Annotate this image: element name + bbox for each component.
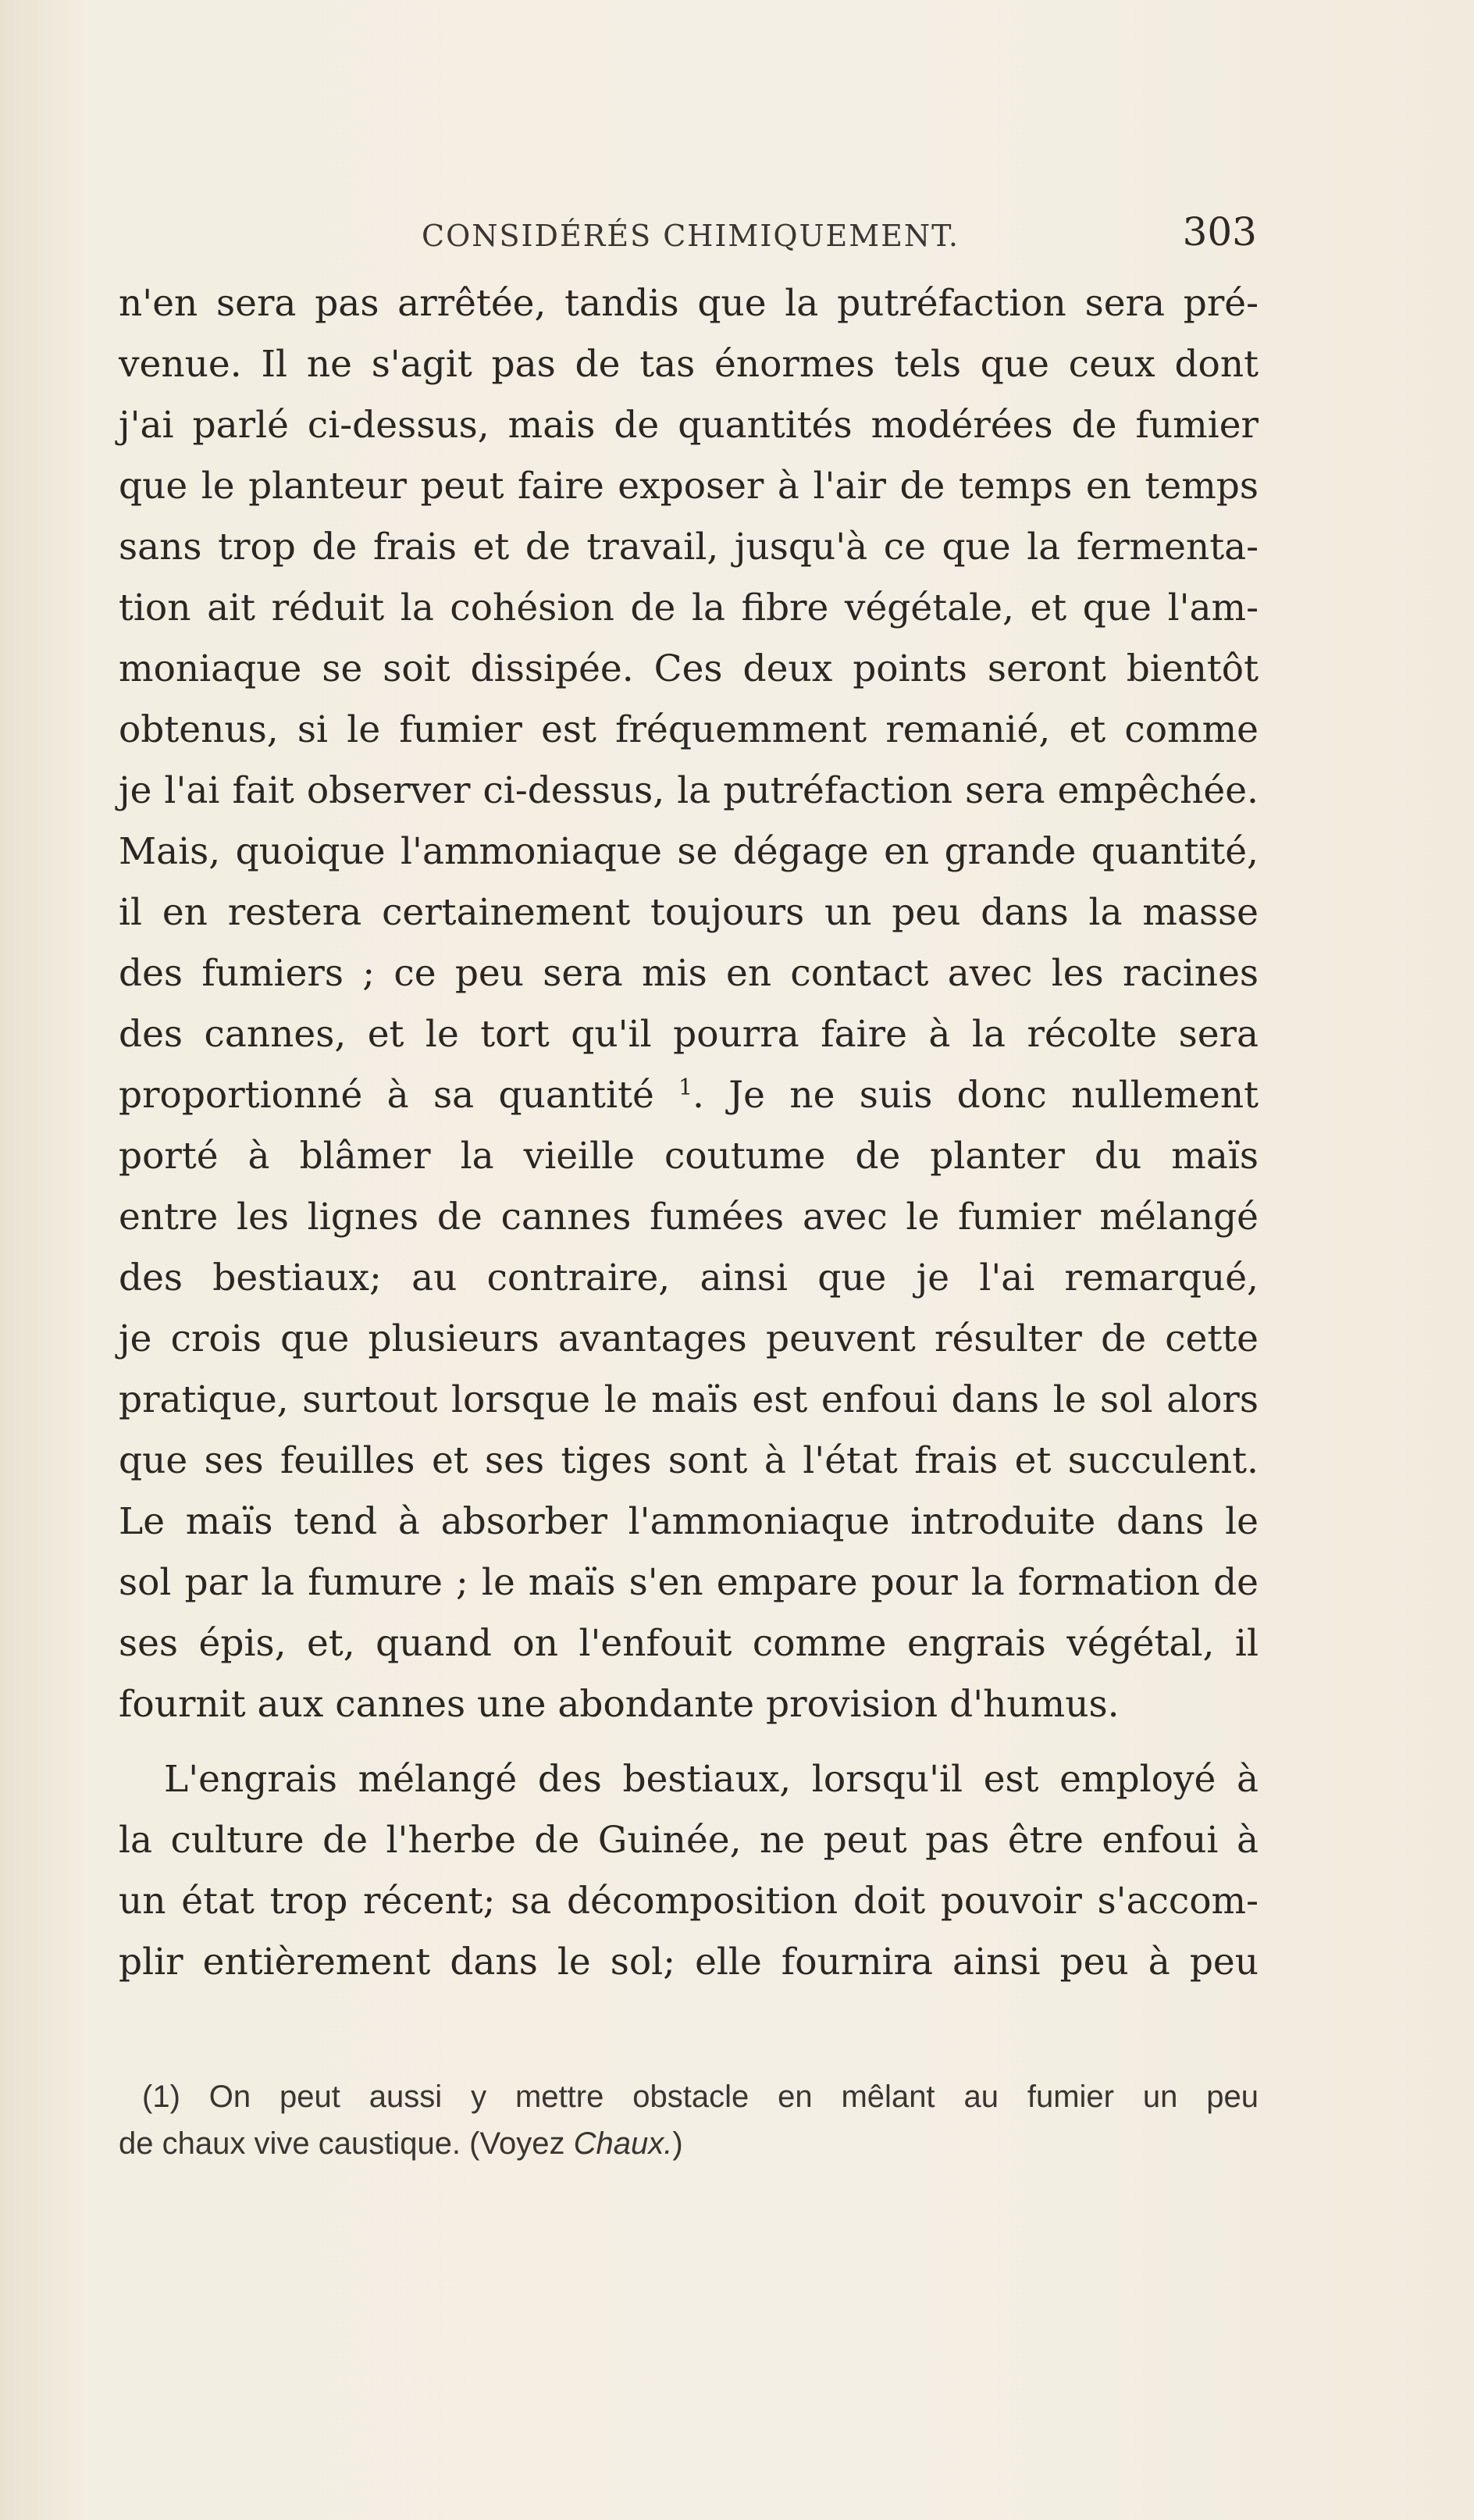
text-line: un état trop récent; sa décomposition doit pouvoir s'accom- bbox=[119, 1880, 1259, 1923]
text-line: des fumiers ; ce peu sera mis en contact avec les racines bbox=[119, 952, 1259, 995]
text-line: porté à blâmer la vieille coutume de planter du maïs bbox=[119, 1135, 1259, 1178]
text-segment: . Je ne suis donc nullement bbox=[692, 1074, 1259, 1117]
text-line: sans trop de frais et de travail, jusqu'à ce que la fermenta- bbox=[119, 526, 1259, 569]
text-line: la culture de l'herbe de Guinée, ne peut pas être enfoui à bbox=[119, 1819, 1259, 1862]
text-line: que ses feuilles et ses tiges sont à l'état frais et succulent. bbox=[119, 1439, 1259, 1482]
text-line: n'en sera pas arrêtée, tandis que la putréfaction sera pré- bbox=[119, 282, 1259, 325]
page-number: 303 bbox=[1182, 209, 1257, 255]
text-line-with-footnote-ref bbox=[119, 1065, 1259, 1126]
text-line: je l'ai fait observer ci-dessus, la putréfaction sera empêchée. bbox=[119, 769, 1259, 812]
footnote-line bbox=[119, 2120, 1259, 2167]
footnote-text: de chaux vive caustique. (Voyez bbox=[119, 2126, 574, 2161]
text-line: L'engrais mélangé des bestiaux, lorsqu'il est employé à bbox=[164, 1758, 1259, 1801]
footnote-text: ) bbox=[672, 2126, 683, 2161]
paragraph-gap bbox=[119, 1735, 1259, 1749]
text-line: fournit aux cannes une abondante provision d'humus. bbox=[119, 1683, 1120, 1726]
text-line: ses épis, et, quand on l'enfouit comme engrais végétal, il bbox=[119, 1622, 1259, 1665]
text-line: entre les lignes de cannes fumées avec le fumier mélangé bbox=[119, 1196, 1259, 1239]
text-line: des cannes, et le tort qu'il pourra faire à la récolte sera bbox=[119, 1013, 1259, 1056]
text-line: sol par la fumure ; le maïs s'en empare pour la formation de bbox=[119, 1561, 1259, 1604]
running-title: CONSIDÉRÉS CHIMIQUEMENT. bbox=[422, 219, 960, 253]
footnote-italic: Chaux. bbox=[573, 2126, 673, 2161]
footnote-line: (1) On peut aussi y mettre obstacle en mêlant au fumier un peu bbox=[142, 2080, 1259, 2114]
text-line: pratique, surtout lorsque le maïs est enfoui dans le sol alors bbox=[119, 1378, 1259, 1421]
text-line: des bestiaux; au contraire, ainsi que je l'ai remarqué, bbox=[119, 1256, 1259, 1299]
text-line: j'ai parlé ci-dessus, mais de quantités modérées de fumier bbox=[119, 404, 1259, 447]
text-line: obtenus, si le fumier est fréquemment remanié, et comme bbox=[119, 708, 1259, 751]
footnote-reference: 1 bbox=[678, 1074, 692, 1100]
body-text bbox=[119, 273, 1259, 1993]
text-line: moniaque se soit dissipée. Ces deux points seront bientôt bbox=[119, 647, 1259, 690]
text-line: tion ait réduit la cohésion de la fibre végétale, et que l'am- bbox=[119, 586, 1259, 629]
page-header bbox=[117, 209, 1257, 264]
text-line: plir entièrement dans le sol; elle fournira ainsi peu à peu bbox=[119, 1941, 1259, 1984]
footnote bbox=[119, 2073, 1259, 2167]
text-line: Le maïs tend à absorber l'ammoniaque introduite dans le bbox=[119, 1500, 1259, 1543]
text-line: Mais, quoique l'ammoniaque se dégage en grande quantité, bbox=[119, 830, 1259, 873]
text-segment: proportionné à sa quantité bbox=[119, 1074, 654, 1117]
text-line: venue. Il ne s'agit pas de tas énormes tels que ceux dont bbox=[119, 343, 1259, 386]
text-line: que le planteur peut faire exposer à l'air de temps en temps bbox=[119, 465, 1259, 508]
text-line: je crois que plusieurs avantages peuvent résulter de cette bbox=[119, 1317, 1259, 1360]
text-line: il en restera certainement toujours un peu dans la masse bbox=[119, 891, 1259, 934]
